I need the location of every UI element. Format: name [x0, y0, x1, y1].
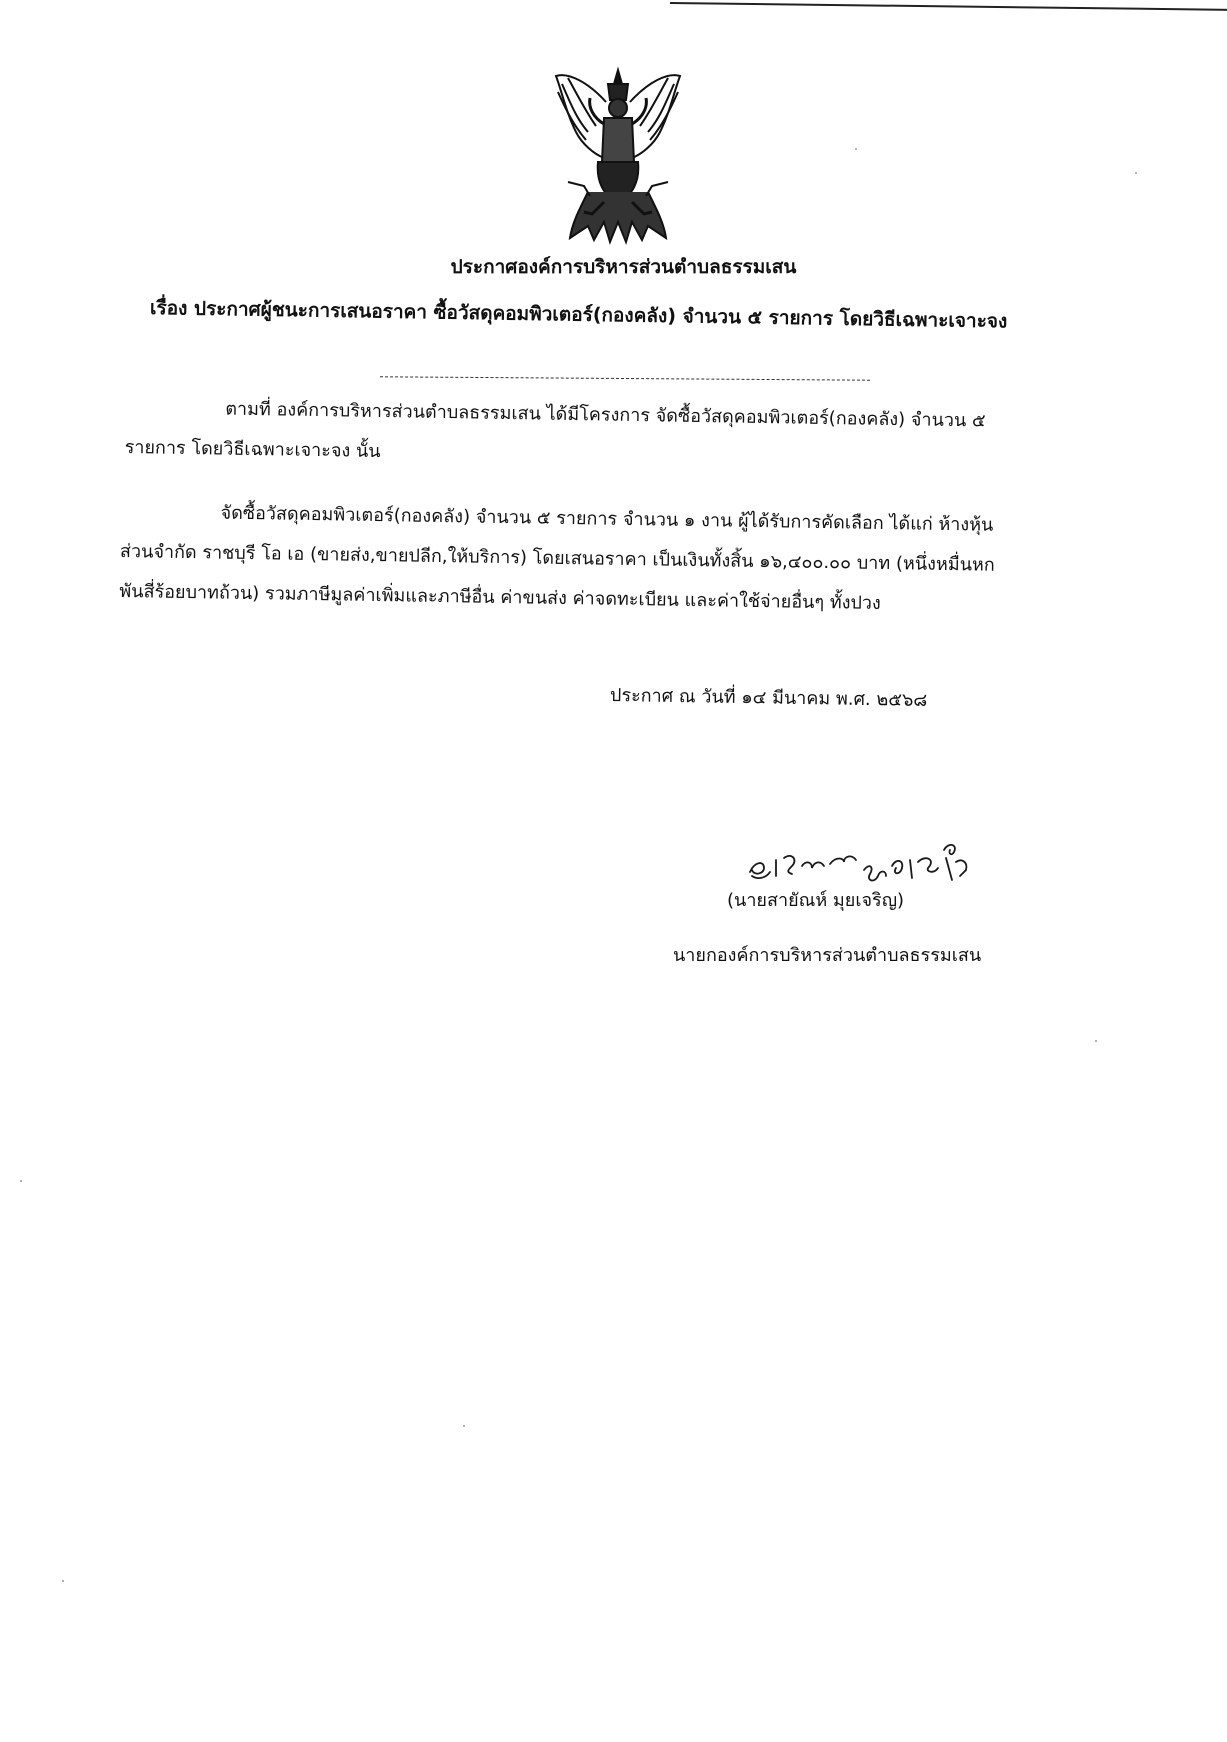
paragraph-line: ส่วนจำกัด ราชบุรี โอ เอ (ขายส่ง,ขายปลีก,ให้บริการ) โดยเสนอราคา เป็นเงินทั้งสิ้น ๑๖,๔๐๐.๐๐ บาท (หนึ่งหมื่นหก — [119, 541, 995, 576]
scan-speck — [855, 148, 857, 150]
paragraph-line: พันสี่ร้อยบาทถ้วน) รวมภาษีมูลค่าเพิ่มและภาษีอื่น ค่าขนส่ง ค่าจดทะเบียน และค่าใช้จ่ายอื่นๆ ทั้งปวง — [119, 580, 881, 614]
separator-rule — [380, 376, 870, 380]
announcement-date: ประกาศ ณ วันที่ ๑๔ มีนาคม พ.ศ. ๒๕๖๘ — [609, 685, 928, 711]
signer-name: (นายสายัณห์ มุยเจริญ) — [727, 890, 905, 911]
announcement-title: ประกาศองค์การบริหารส่วนตำบลธรรมเสน — [450, 256, 797, 278]
paragraph-project — [124, 388, 1095, 483]
paragraph-winner — [119, 492, 1111, 628]
announcement-subject: เรื่อง ประกาศผู้ชนะการเสนอราคา ซื้อวัสดุคอมพิวเตอร์(กองคลัง) จำนวน ๕ รายการ โดยวิธีเฉพาะเจาะจง — [149, 297, 1008, 333]
paragraph-line: จัดซื้อวัสดุคอมพิวเตอร์(กองคลัง) จำนวน ๕ รายการ จำนวน ๑ งาน ผู้ได้รับการคัดเลือก ได้แก่ ห้างหุ้น — [220, 502, 994, 536]
paragraph-line: รายการ โดยวิธีเฉพาะเจาะจง นั้น — [124, 436, 381, 463]
scan-speck — [62, 1580, 64, 1582]
garuda-emblem-icon — [548, 62, 688, 252]
signer-position: นายกองค์การบริหารส่วนตำบลธรรมเสน — [673, 945, 982, 966]
handwritten-signature — [740, 810, 980, 890]
scan-speck — [463, 1425, 465, 1427]
scan-speck — [1095, 1040, 1097, 1042]
scan-speck — [1135, 172, 1137, 174]
scan-speck — [20, 1180, 22, 1182]
top-edge-rule — [670, 2, 1227, 11]
paragraph-line: ตามที่ องค์การบริหารส่วนตำบลธรรมเสน ได้มีโครงการ จัดซื้อวัสดุคอมพิวเตอร์(กองคลัง) จำนวน ๕ — [225, 398, 986, 432]
